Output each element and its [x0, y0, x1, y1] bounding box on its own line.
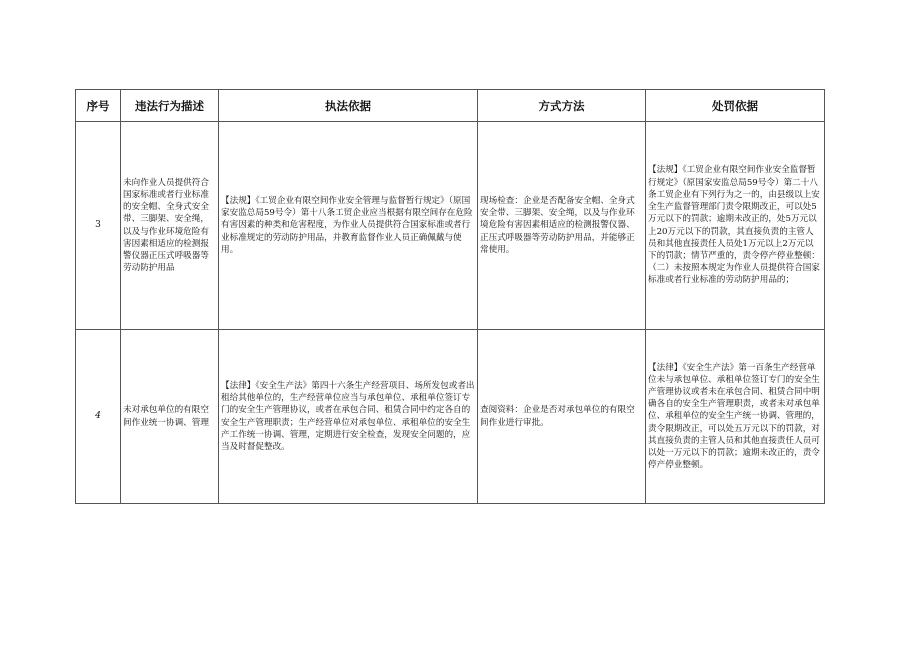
row-basis: 【法规】《工贸企业有限空间作业安全管理与监督暂行规定》（原国家安监总局59号令）第十八条工贸企业应当根据有限空间存在危险有害因素的种类和危害程度，为作业人员提供符合国家标准或者行业标准规定的劳动防护用品，并教育监督作业人员正确佩戴与使用。	[219, 122, 478, 330]
row-violation: 未向作业人员提供符合国家标准或者行业标准的安全帽、全身式安全带、三脚架、安全绳，以及与作业环境危险有害因素相适应的检测报警仪器正压式呼吸器等劳动防护用品	[121, 122, 219, 330]
header-method: 方式方法	[478, 90, 646, 122]
header-seq: 序号	[76, 90, 121, 122]
header-violation: 违法行为描述	[121, 90, 219, 122]
header-penalty: 处罚依据	[646, 90, 825, 122]
row-seq: 3	[76, 122, 121, 330]
row-penalty: 【法律】《安全生产法》第一百条生产经营单位未与承包单位、承租单位签订专门的安全生产管理协议或者未在承包合同、租赁合同中明确各自的安全生产管理职责，或者未对承包单位、承租单位的安全生产统一协调、管理的，责令限期改正，可以处五万元以下的罚款，对其直接负责的主管人员和其他直接责任人员可以处一万元以下的罚款；逾期未改正的，责令停产停业整顿。	[646, 330, 825, 504]
table-header-row	[76, 90, 825, 122]
row-method: 现场检查：企业是否配备安全帽、全身式安全带、三脚架、安全绳，以及与作业环境危险有害因素相适应的检测报警仪器、正压式呼吸器等劳动防护用品，并能够正常使用。	[478, 122, 646, 330]
header-basis: 执法依据	[219, 90, 478, 122]
row-penalty: 【法规】《工贸企业有限空间作业安全监督暂行规定》（原国家安监总局59号令）第二十八条工贸企业有下列行为之一的，由县级以上安全生产监督管理部门责令限期改正，可以处5万元以下的罚款；逾期未改正的，处5万元以上20万元以下的罚款，其直接负责的主管人员和其他直接责任人员处1万元以上2万元以下的罚款；情节严重的，责令停产停业整顿：（二）未按照本规定为作业人员提供符合国家标准或者行业标准的劳动防护用品的；	[646, 122, 825, 330]
enforcement-table	[75, 89, 825, 504]
row-method: 查阅资料：企业是否对承包单位的有限空间作业进行审批。	[478, 330, 646, 504]
table-row	[76, 330, 825, 504]
row-violation: 未对承包单位的有限空间作业统一协调、管理	[121, 330, 219, 504]
table-row	[76, 122, 825, 330]
row-seq: 4	[76, 330, 121, 504]
row-basis: 【法律】《安全生产法》第四十六条生产经营项目、场所发包或者出租给其他单位的，生产经营单位应当与承包单位、承租单位签订专门的安全生产管理协议，或者在承包合同、租赁合同中约定各自的安全生产管理职责；生产经营单位对承包单位、承租单位的安全生产工作统一协调、管理，定期进行安全检查，发现安全问题的，应当及时督促整改。	[219, 330, 478, 504]
